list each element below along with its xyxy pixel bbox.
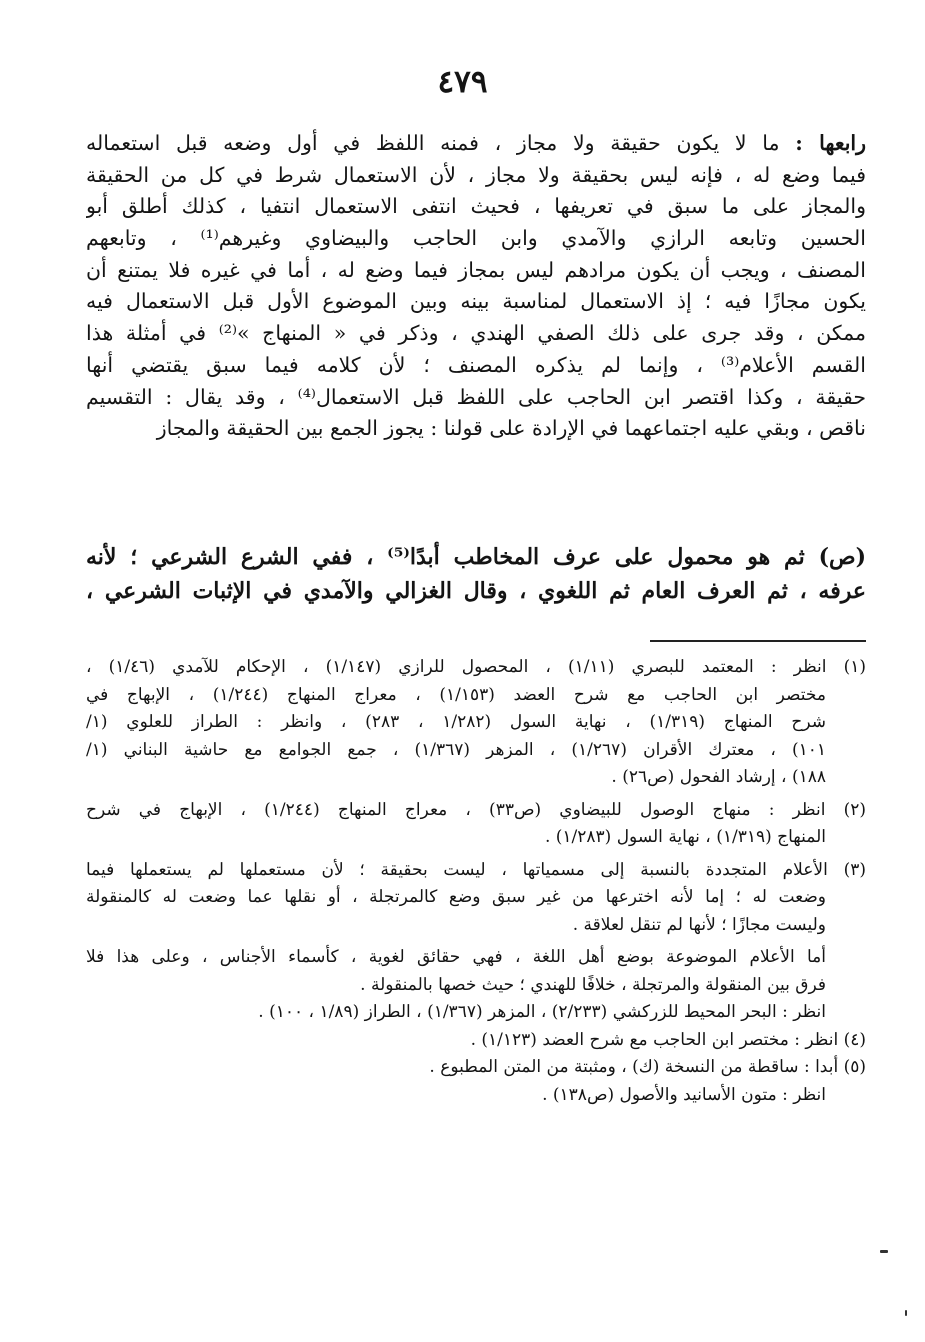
main-body-text [86, 128, 866, 445]
main-line: الحسين وتابعه الرازي والآمدي وابن الحاجب والبيضاوي وغيرهم⁽¹⁾ ، وتابعهم [86, 226, 866, 251]
footnote-3-references [86, 999, 866, 1027]
footnote-line: انظر : متون الأسانيد والأصول (ص١٣٨) . [542, 1084, 826, 1105]
footnote-4 [86, 1027, 866, 1055]
main-line [86, 128, 866, 160]
footnote-line: فرق بين المنقولة والمرتجلة ، خلافًا للهندي ؛ حيث خصها بالمنقولة . [360, 974, 826, 995]
main-line: حقيقة ، وكذا اقتصر ابن الحاجب على اللفظ قبل الاستعمال⁽⁴⁾ ، وقد يقال : التقسيم [86, 384, 866, 409]
main-line: القسم الأعلام⁽³⁾ ، وإنما لم يذكره المصنف ؛ لأن كلامه فيما سبق يقتضي أنها [86, 352, 866, 377]
page-number: ٤٧٩ [437, 64, 488, 100]
footnote-line: ١٨٨) ، إرشاد الفحول (ص٢٦) . [611, 767, 826, 787]
scan-speck [880, 1250, 888, 1253]
main-line-text: ما لا يكون حقيقة ولا مجاز ، فمنه اللفظ في أول وضعه قبل استعماله [86, 131, 796, 155]
quoted-line: (ص) ثم هو محمول على عرف المخاطب أبدًا⁽⁵⁾ ، ففي الشرع الشرعي ؛ لأنه [86, 544, 866, 570]
footnote-line: شرح المنهاج (١/٣١٩) ، نهاية السول (١/٢٨٢ ، ٢٨٣) ، وانظر : الطراز للعلوي (١/ [86, 712, 826, 732]
footnote-line: (٣) الأعلام المتجددة بالنسبة إلى مسمياتها ، ليست بحقيقة ؛ لأن مستعملها لم يستعملها فيما [86, 859, 866, 880]
footnotes [86, 654, 866, 1109]
footnote-line: مختصر ابن الحاجب مع شرح العضد (١/١٥٣) ، معراج المنهاج (١/٢٤٤) ، الإبهاج في [86, 684, 827, 705]
footnote-line: المنهاج (١/٣١٩) ، نهاية السول (١/٢٨٣) . [544, 827, 826, 847]
scan-speck [905, 1310, 907, 1316]
footnote-line: وضعت له ؛ إما لأنه اخترعها من غير سبق وضع كالمرتجلة ، أو نقلها عما وضعت له كالمنقولة [86, 887, 826, 907]
footnote-separator [650, 640, 866, 642]
footnote-line: (٢) انظر : منهاج الوصول للبيضاوي (ص٣٣) ، معراج المنهاج (١/٢٤٤) ، الإبهاج في شرح [86, 799, 866, 820]
footnote-line: أما الأعلام الموضوعة بوضع أهل اللغة ، فهي حقائق لغوية ، كأسماء الأجناس ، وعلى هذا فلا [86, 947, 826, 967]
footnote-line: ١٠١) ، معترك الأقران (١/٢٦٧) ، المزهر (١/٣٦٧) ، جمع الجوامع مع حاشية البناني (١/ [86, 739, 827, 760]
footnote-5 [86, 1054, 866, 1109]
section-lead-word: رابعها : [795, 131, 866, 155]
footnote-1 [86, 654, 866, 792]
main-line: ممكن ، وقد جرى على ذلك الصفي الهندي ، وذكر في « المنهاج »⁽²⁾ في أمثلة هذا [86, 321, 866, 346]
main-line: يكون مجازًا فيه ؛ إذ الاستعمال لمناسبة بينه وبين الموضوع الأول قبل الاستعمال فيه [86, 289, 866, 314]
main-line: ناقص ، وبقي عليه اجتماعهما في الإرادة على قولنا : يجوز الجمع بين الحقيقة والمجاز [156, 416, 866, 441]
footnote-line: (٥) أبدا : ساقطة من النسخة (ك) ، ومثبتة من المتن المطبوع . [429, 1057, 866, 1077]
main-line: فيما وضع له ، فإنه ليس بحقيقة ولا مجاز ، لأن الاستعمال شرط في كل من الحقيقة [86, 162, 866, 187]
footnote-line: (٤) انظر : مختصر ابن الحاجب مع شرح العضد (١/١٢٣) . [470, 1029, 866, 1050]
footnote-3 [86, 857, 866, 940]
quoted-line: عرفه ، ثم العرف العام ثم اللغوي ، وقال الغزالي والآمدي في الإثبات الشرعي ، [86, 578, 866, 604]
footnote-line: (١) انظر : المعتمد للبصري (١/١١) ، المحصول للرازي (١/١٤٧) ، الإحكام للآمدي (١/٤٦) ، [86, 657, 866, 677]
main-line: المصنف ، ويجب أن يكون مرادهم ليس بمجاز فيما وضع له ، أما في غيره فلا يمتنع أن [86, 257, 866, 282]
quoted-matn-text [86, 540, 866, 608]
footnote-3-continued [86, 944, 866, 999]
footnote-2 [86, 797, 866, 852]
main-line: والمجاز على ما سبق في تعريفها ، فحيث انتفى الاستعمال انتفيا ، كذلك أطلق أبو [86, 194, 866, 219]
footnote-line: انظر : البحر المحيط للزركشي (٢/٢٣٣) ، المزهر (١/٣٦٧) ، الطراز (١/٨٩ ، ١٠٠) . [258, 1002, 826, 1022]
footnote-line: وليست مجازًا ؛ لأنها لم تنقل لعلاقة . [572, 914, 826, 935]
